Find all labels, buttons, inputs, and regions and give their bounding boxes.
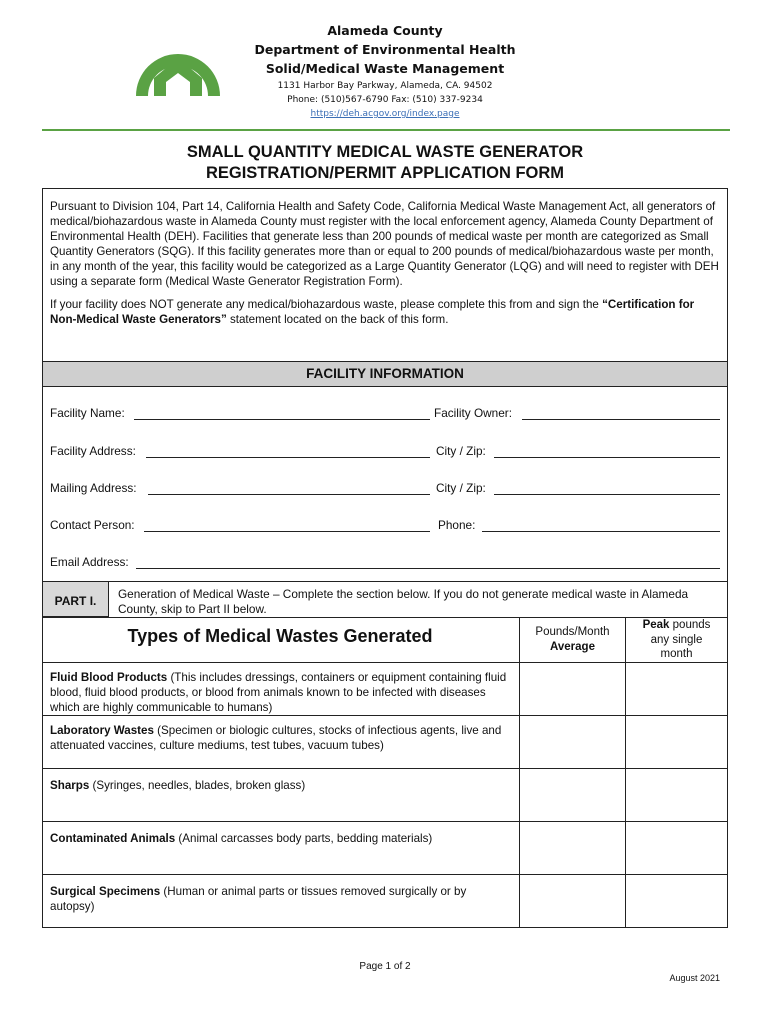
fluid-blood-average-cell[interactable] bbox=[520, 663, 625, 715]
phone-label: Phone: bbox=[438, 518, 476, 532]
mailing-city-zip-label: City / Zip: bbox=[436, 481, 486, 495]
contact-person-field[interactable] bbox=[144, 531, 430, 532]
contact-person-label: Contact Person: bbox=[50, 518, 135, 532]
facility-name-field[interactable] bbox=[134, 419, 430, 420]
types-table-title: Types of Medical Wastes Generated bbox=[127, 626, 433, 646]
sharps-peak-cell[interactable] bbox=[626, 769, 727, 821]
col-header-peak: Peak pounds any single month bbox=[642, 619, 711, 660]
waste-row-laboratory: Laboratory Wastes (Specimen or biologic cultures, stocks of infectious agents, live and attenuated vaccines, culture mediums, test tubes, vacuum tubes) bbox=[50, 724, 502, 752]
org-county: Alameda County bbox=[327, 23, 443, 38]
waste-row-sharps: Sharps (Syringes, needles, blades, broken glass) bbox=[50, 779, 306, 792]
facility-city-zip-label: City / Zip: bbox=[436, 444, 486, 458]
facility-address-field[interactable] bbox=[146, 457, 430, 458]
surgical-average-cell[interactable] bbox=[520, 875, 625, 927]
waste-row-surgical-specimens: Surgical Specimens (Human or animal parts or tissues removed surgically or by autopsy) bbox=[50, 885, 467, 913]
facility-section-header: FACILITY INFORMATION bbox=[43, 361, 727, 387]
part1-instruction: Generation of Medical Waste – Complete the section below. If you do not generate medical waste in Alameda County, skip to Part II below. bbox=[118, 587, 689, 616]
laboratory-peak-cell[interactable] bbox=[626, 716, 727, 768]
waste-row-contaminated-animals: Contaminated Animals (Animal carcasses body parts, bedding materials) bbox=[50, 832, 433, 845]
org-phone-fax: Phone: (510)567-6790 Fax: (510) 337-9234 bbox=[287, 95, 483, 105]
revision-date: August 2021 bbox=[669, 973, 720, 983]
email-address-label: Email Address: bbox=[50, 555, 129, 569]
fluid-blood-peak-cell[interactable] bbox=[626, 663, 727, 715]
header-divider bbox=[42, 129, 730, 131]
org-website-link[interactable]: https://deh.acgov.org/index.page bbox=[310, 109, 460, 119]
page-number: Page 1 of 2 bbox=[359, 961, 411, 972]
form-title-line2: REGISTRATION/PERMIT APPLICATION FORM bbox=[205, 164, 565, 182]
facility-name-label: Facility Name: bbox=[50, 406, 125, 420]
animals-peak-cell[interactable] bbox=[626, 822, 727, 874]
non-medical-certification-ref: “Certification for Non-Medical Waste Generators” bbox=[50, 298, 695, 326]
laboratory-average-cell[interactable] bbox=[520, 716, 625, 768]
phone-field[interactable] bbox=[482, 531, 720, 532]
facility-address-label: Facility Address: bbox=[50, 444, 136, 458]
facility-city-zip-field[interactable] bbox=[494, 457, 720, 458]
form-title-line1: SMALL QUANTITY MEDICAL WASTE GENERATOR bbox=[186, 143, 584, 161]
email-address-field[interactable] bbox=[136, 568, 720, 569]
surgical-peak-cell[interactable] bbox=[626, 875, 727, 927]
sharps-average-cell[interactable] bbox=[520, 769, 625, 821]
part1-top-rule bbox=[43, 581, 727, 582]
mailing-address-field[interactable] bbox=[148, 494, 430, 495]
mailing-address-label: Mailing Address: bbox=[50, 481, 137, 495]
waste-row-fluid-blood: Fluid Blood Products (This includes dressings, containers or equipment containing fluid blood, fluid blood products, or blood from animals known to be infected with diseases which are highly communicable to humans) bbox=[50, 671, 507, 714]
intro-paragraph-2: If your facility does NOT generate any medical/biohazardous waste, please complete this from and sign the “Certification for Non-Medical Waste Generators” statement located on the back of this form. bbox=[50, 298, 695, 326]
part1-tab: PART I. bbox=[43, 582, 109, 617]
intro-text bbox=[50, 199, 722, 335]
org-address: 1131 Harbor Bay Parkway, Alameda, CA. 94502 bbox=[277, 81, 493, 91]
org-division: Solid/Medical Waste Management bbox=[265, 61, 505, 76]
mailing-city-zip-field[interactable] bbox=[494, 494, 720, 495]
facility-owner-label: Facility Owner: bbox=[434, 406, 513, 420]
org-department: Department of Environmental Health bbox=[254, 42, 516, 57]
col-header-average: Pounds/Month Average bbox=[535, 626, 610, 653]
animals-average-cell[interactable] bbox=[520, 822, 625, 874]
intro-paragraph-1: Pursuant to Division 104, Part 14, California Health and Safety Code, California Medical Waste Management Act, all generators of medical/biohazardous waste in Alameda County must register with the local enforcement agency, Alameda County Department of Environmental Health (DEH). Facilities that generate less than 200 pounds of medical waste per month are categorized as Small Quantity Generators (SQG). If this facility generates more than or equal to 200 pounds of medical/biohazardous waste per month, in any month of the year, this facility would be categorized as a Large Quantity Generator (LQG) and will need to register with DEH using a separate form (Medical Waste Generator Registration Form). bbox=[50, 200, 719, 288]
facility-owner-field[interactable] bbox=[522, 419, 720, 420]
